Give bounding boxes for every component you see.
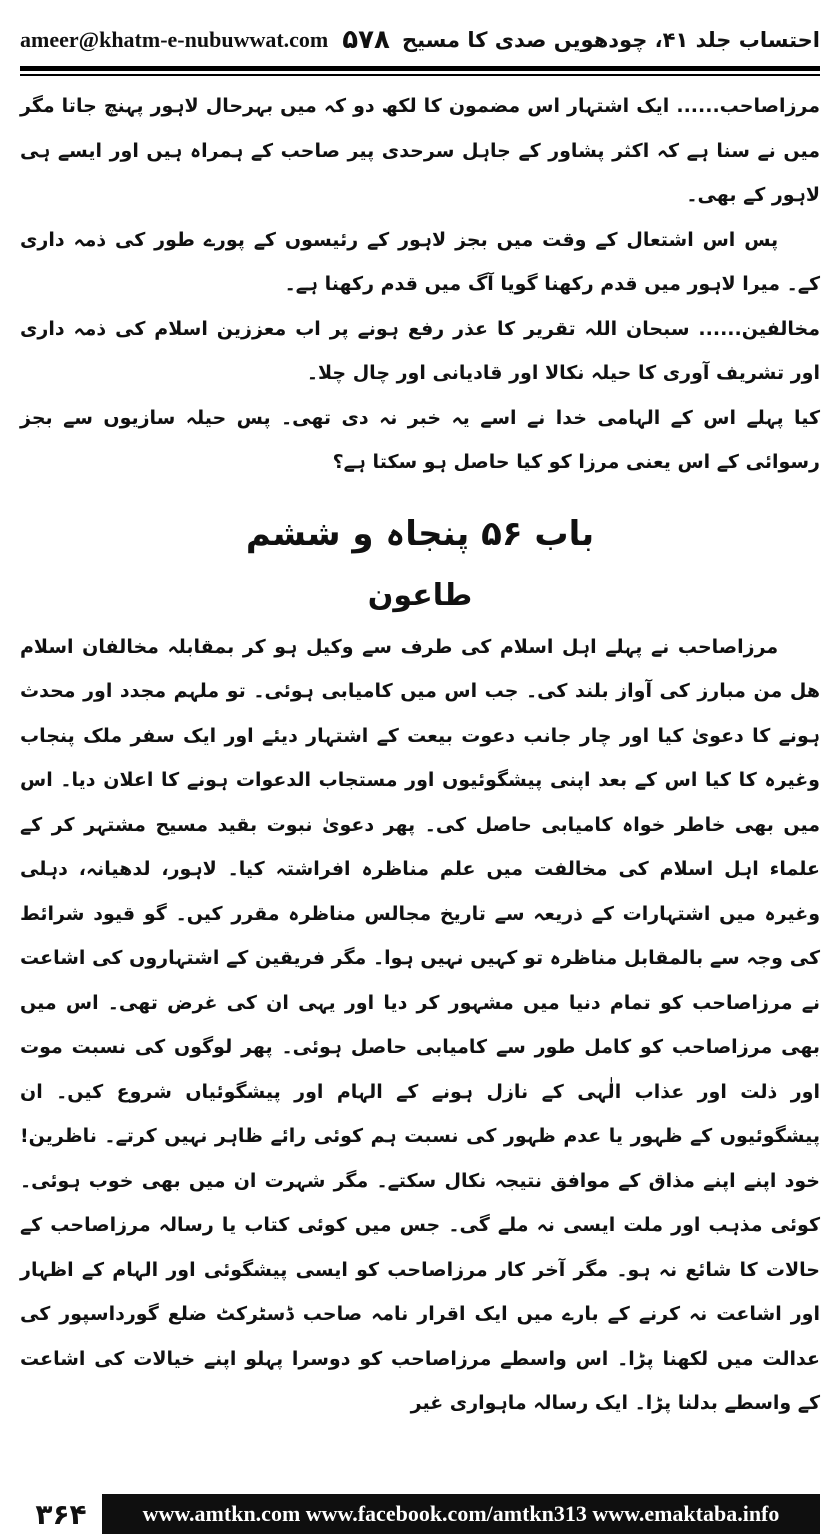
footer-page-number: ۳۶۴ xyxy=(20,1494,102,1534)
footer-links-bar: www.amtkn.com www.facebook.com/amtkn313 www.emaktaba.info xyxy=(102,1494,820,1534)
page-footer xyxy=(20,1494,820,1534)
header-email: ameer@khatm-e-nubuwwat.com xyxy=(20,27,329,52)
paragraph-dialogue-mirza: مرزاصاحب...... ایک اشتہار اس مضمون کا لکھ دو کہ میں بہرحال لاہور پہنچ جاتا مگر میں نے سنا ہے کہ اکثر پشاور کے جاہل سرحدی پیر صاحب کے ہمراہ ہیں اور ایسے ہی لاہور کے بھی۔ xyxy=(20,95,820,206)
page-body xyxy=(20,84,820,1426)
header-running-title: احتساب جلد ۴۱، چودھویں صدی کا مسیح xyxy=(401,28,820,52)
chapter-subheading: طاعون xyxy=(367,577,473,613)
page-header xyxy=(20,18,820,62)
paragraph-main-body: مرزاصاحب نے پہلے اہل اسلام کی طرف سے وکیل ہو کر بمقابلہ مخالفان اسلام ھل من مبارز کی آواز بلند کی۔ جب اس میں کامیابی ہوئی۔ تو ملہم مجدد اور محدث ہونے کا دعویٰ کیا اور چار جانب دعوت بیعت کے اشتہار دیئے اور ایک سفر ملک پنجاب وغیرہ کا کیا اس کے بعد اپنی پیشگوئیوں اور مستجاب الدعوات ہونے کا اعلان دیا۔ اس میں بھی خاطر خواہ کامیابی حاصل کی۔ پھر دعویٰ نبوت بقید مسیح مشتہر کر کے علماء اہل اسلام کی مخالفت میں علم مناظرہ افراشتہ کیا۔ لاہور، لدھیانہ، دہلی وغیرہ میں اشتہارات کے ذریعہ سے تاریخ مجالس مناظرہ مقرر کیں۔ گو قیود شرائط کی وجہ سے بالمقابل مناظرہ تو کہیں نہیں ہوا۔ مگر فریقین کے اشتہاروں کی اشاعت نے مرزاصاحب کو تمام دنیا میں مشہور کر دیا اور یہی ان کی غرض تھی۔ اس میں بھی مرزاصاحب کو کامل طور سے کامیابی حاصل ہوئی۔ پھر لوگوں کی نسبت موت اور ذلت اور عذاب الٰہی کے نازل ہونے کے الہام اور پیشگوئیاں شروع کیں۔ ان پیشگوئیوں کے ظہور یا عدم ظہور کی نسبت ہم کوئی رائے ظاہر نہیں کرتے۔ ناظرین! خود اپنے اپنے مذاق کے موافق نتیجہ نکال سکتے۔ مگر شہرت ان میں بھی خوب ہوئی۔ کوئی مذہب اور ملت ایسی نہ ملے گی۔ جس میں کوئی کتاب یا رسالہ مرزاصاحب کے حالات کا شائع نہ ہو۔ مگر آخر کار مرزاصاحب کو ایسی پیشگوئی اور الہام کے اظہار اور اشاعت نہ کرنے کے بارے میں ایک اقرار نامہ صاحب ڈسٹرکٹ ضلع گورداسپور کی عدالت میں لکھنا پڑا۔ اس واسطے مرزاصاحب کو دوسرا پہلو اپنے خیالات کی اشاعت کے واسطے بدلنا پڑا۔ ایک رسالہ ماہواری غیر xyxy=(20,635,820,1414)
paragraph-dialogue-opponents: مخالفین...... سبحان اللہ تقریر کا عذر رفع ہونے پر اب معززین اسلام کی ذمہ داری اور تشریف آوری کا حیلہ نکالا اور قادیانی اور چال چلا۔ xyxy=(20,317,820,384)
header-page-number: ۵۷۸ xyxy=(342,25,390,55)
header-rule-thin xyxy=(20,74,820,76)
paragraph-question: کیا پہلے اس کے الہامی خدا نے اسے یہ خبر نہ دی تھی۔ پس حیلہ سازیوں سے بجز رسوائی کے اس یعنی مرزا کو کیا حاصل ہو سکتا ہے؟ xyxy=(20,406,820,473)
header-left-group xyxy=(20,25,390,55)
chapter-heading: باب ۵۶ پنجاہ و ششم xyxy=(245,513,595,554)
paragraph-continuation: پس اس اشتعال کے وقت میں بجز لاہور کے رئیسوں کے پورے طور کی ذمہ داری کے۔ میرا لاہور میں قدم رکھنا گویا آگ میں قدم رکھنا ہے۔ xyxy=(20,228,820,295)
header-rule-thick xyxy=(20,66,820,71)
